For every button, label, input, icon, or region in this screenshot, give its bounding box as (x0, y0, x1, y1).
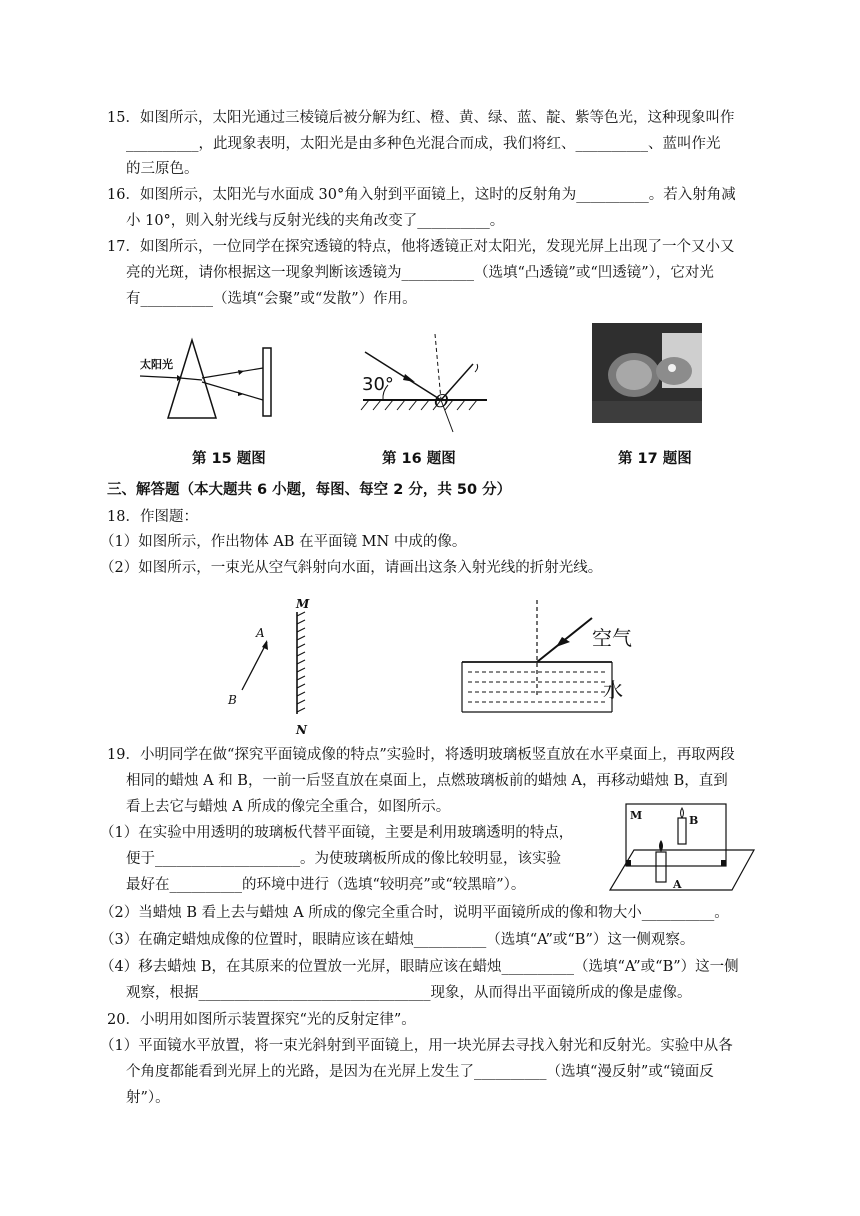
q19-part-2: （2）当蜡烛 B 看上去与蜡烛 A 所成的像完全重合时，说明平面镜所成的像和物大小__________。 (100, 905, 729, 921)
q19-part-3: （3）在确定蜡烛成像的位置时，眼睛应该在蜡烛__________（选填“A”或“B”）这一侧观察。 (100, 932, 695, 948)
q17-line-2: 亮的光斑，请你根据这一现象判断该透镜为__________（选填“凸透镜”或“凹透镜”），它对光 (126, 265, 714, 281)
q18-part-1: （1）如图所示，作出物体 AB 在平面镜 MN 中成的像。 (100, 534, 467, 550)
q19-part-4-a: （4）移去蜡烛 B，在其原来的位置放一光屏，眼睛应该在蜡烛__________（选填“A”或“B”）这一侧 (100, 959, 739, 975)
q20-part-1-c: 射”）。 (126, 1090, 170, 1106)
q20-part-1-a: （1）平面镜水平放置，将一束光斜射到平面镜上，用一块光屏去寻找入射光和反射光。实验中从各 (100, 1038, 733, 1054)
q17-line-3: 有__________（选填“会聚”或“发散”）作用。 (126, 291, 417, 307)
fig17-caption: 第 17 题图 (618, 451, 692, 467)
fig18-label-b: B (228, 693, 237, 707)
q18-line-1: 18．作图题： (107, 509, 198, 525)
fig17-lens-photo (592, 323, 702, 423)
fig18-air-label: 空气 (592, 626, 632, 650)
q15-line-2: __________，此现象表明，太阳光是由多种色光混合而成，我们将红、__________、蓝叫作光 (126, 136, 721, 152)
fig19-candle-diagram (606, 800, 758, 895)
q16-line-1: 16．如图所示，太阳光与水面成 30°角入射到平面镜上，这时的反射角为__________。若入射角减 (107, 187, 736, 203)
fig18-label-a: A (256, 626, 265, 640)
fig19-label-b: B (689, 814, 699, 827)
fig18-water-label: 水 (603, 678, 623, 702)
q19-line-2: 相同的蜡烛 A 和 B，一前一后竖直放在桌面上，点燃玻璃板前的蜡烛 A，再移动蜡烛 B，直到 (126, 773, 728, 789)
q15-line-3: 的三原色。 (126, 161, 199, 177)
q16-line-2: 小 10°，则入射光线与反射光线的夹角改变了__________。 (126, 213, 505, 229)
fig16-angle-label: 30° (362, 374, 394, 395)
fig18-label-m: M (296, 597, 310, 611)
q15-line-1: 15．如图所示，太阳光通过三棱镜后被分解为红、橙、黄、绿、蓝、靛、紫等色光，这种现象叫作 (107, 110, 735, 126)
q19-part-1-c: 最好在__________的环境中进行（选填“较明亮”或“较黑暗”）。 (126, 877, 526, 893)
q19-part-1-b: 便于____________________。为使玻璃板所成的像比较明显，该实验 (126, 851, 561, 867)
section-heading: 三、解答题（本大题共 6 小题，每图、每空 2 分，共 50 分） (107, 482, 512, 498)
fig15-prism-diagram (140, 338, 280, 428)
fig15-caption: 第 15 题图 (192, 451, 266, 467)
fig19-label-m: M (630, 809, 643, 822)
q19-part-4-b: 观察，根据________________________________现象，从而得出平面镜所成的像是虚像。 (126, 985, 692, 1001)
q20-part-1-b: 个角度都能看到光屏上的光路，是因为在光屏上发生了__________（选填“漫反射”或“镜面反 (126, 1064, 714, 1080)
fig19-label-a: A (673, 878, 682, 891)
q19-line-3: 看上去它与蜡烛 A 所成的像完全重合，如图所示。 (126, 799, 451, 815)
fig18-refraction-diagram (462, 600, 662, 720)
q17-line-1: 17．如图所示，一位同学在探究透镜的特点，他将透镜正对太阳光，发现光屏上出现了一个又小又 (107, 239, 735, 255)
q19-line-1: 19．小明同学在做“探究平面镜成像的特点”实验时，将透明玻璃板竖直放在水平桌面上，再取两段 (107, 747, 735, 763)
fig16-caption: 第 16 题图 (382, 451, 456, 467)
fig18-label-n: N (296, 723, 307, 737)
q18-part-2: （2）如图所示，一束光从空气斜射向水面，请画出这条入射光线的折射光线。 (100, 560, 603, 576)
fig15-sunlight-label: 太阳光 (140, 358, 173, 371)
fig16-point-o: O (434, 391, 449, 412)
fig18-mirror-diagram (225, 612, 315, 717)
q20-line-1: 20．小明用如图所示装置探究“光的反射定律”。 (107, 1012, 416, 1028)
q19-part-1-a: （1）在实验中用透明的玻璃板代替平面镜，主要是利用玻璃透明的特点， (100, 825, 574, 841)
